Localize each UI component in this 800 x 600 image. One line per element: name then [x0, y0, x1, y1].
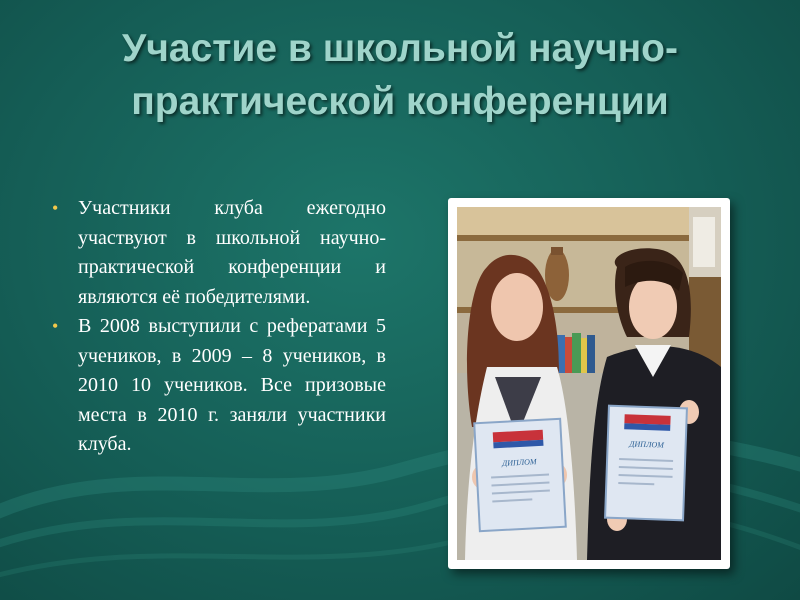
slide-title: Участие в школьной научно-практической конференции: [122, 27, 678, 123]
photo-frame: [448, 198, 730, 569]
bullet-list: [52, 194, 386, 460]
diploma-right-label: ДИПЛОМ: [629, 439, 665, 450]
diploma-left: [474, 419, 566, 531]
bullet-item: [52, 312, 386, 460]
bullet-marker-icon: •: [52, 198, 59, 218]
diploma-right: [605, 406, 687, 521]
bullet-marker-icon: •: [52, 316, 59, 336]
bullet-text: Участники клуба ежегодно участвуют в школьной научно-практической конференции и являются её победителями.: [78, 197, 386, 308]
diploma-left-label: ДИПЛОМ: [501, 457, 537, 468]
photo-two-students-with-diplomas: [457, 207, 721, 560]
bullet-item: [52, 194, 386, 312]
bullet-text: В 2008 выступили с рефератами 5 учеников, в 2009 – 8 учеников, в 2010 10 учеников. Все призовые места в 2010 г. заняли участники клуба.: [78, 315, 386, 455]
